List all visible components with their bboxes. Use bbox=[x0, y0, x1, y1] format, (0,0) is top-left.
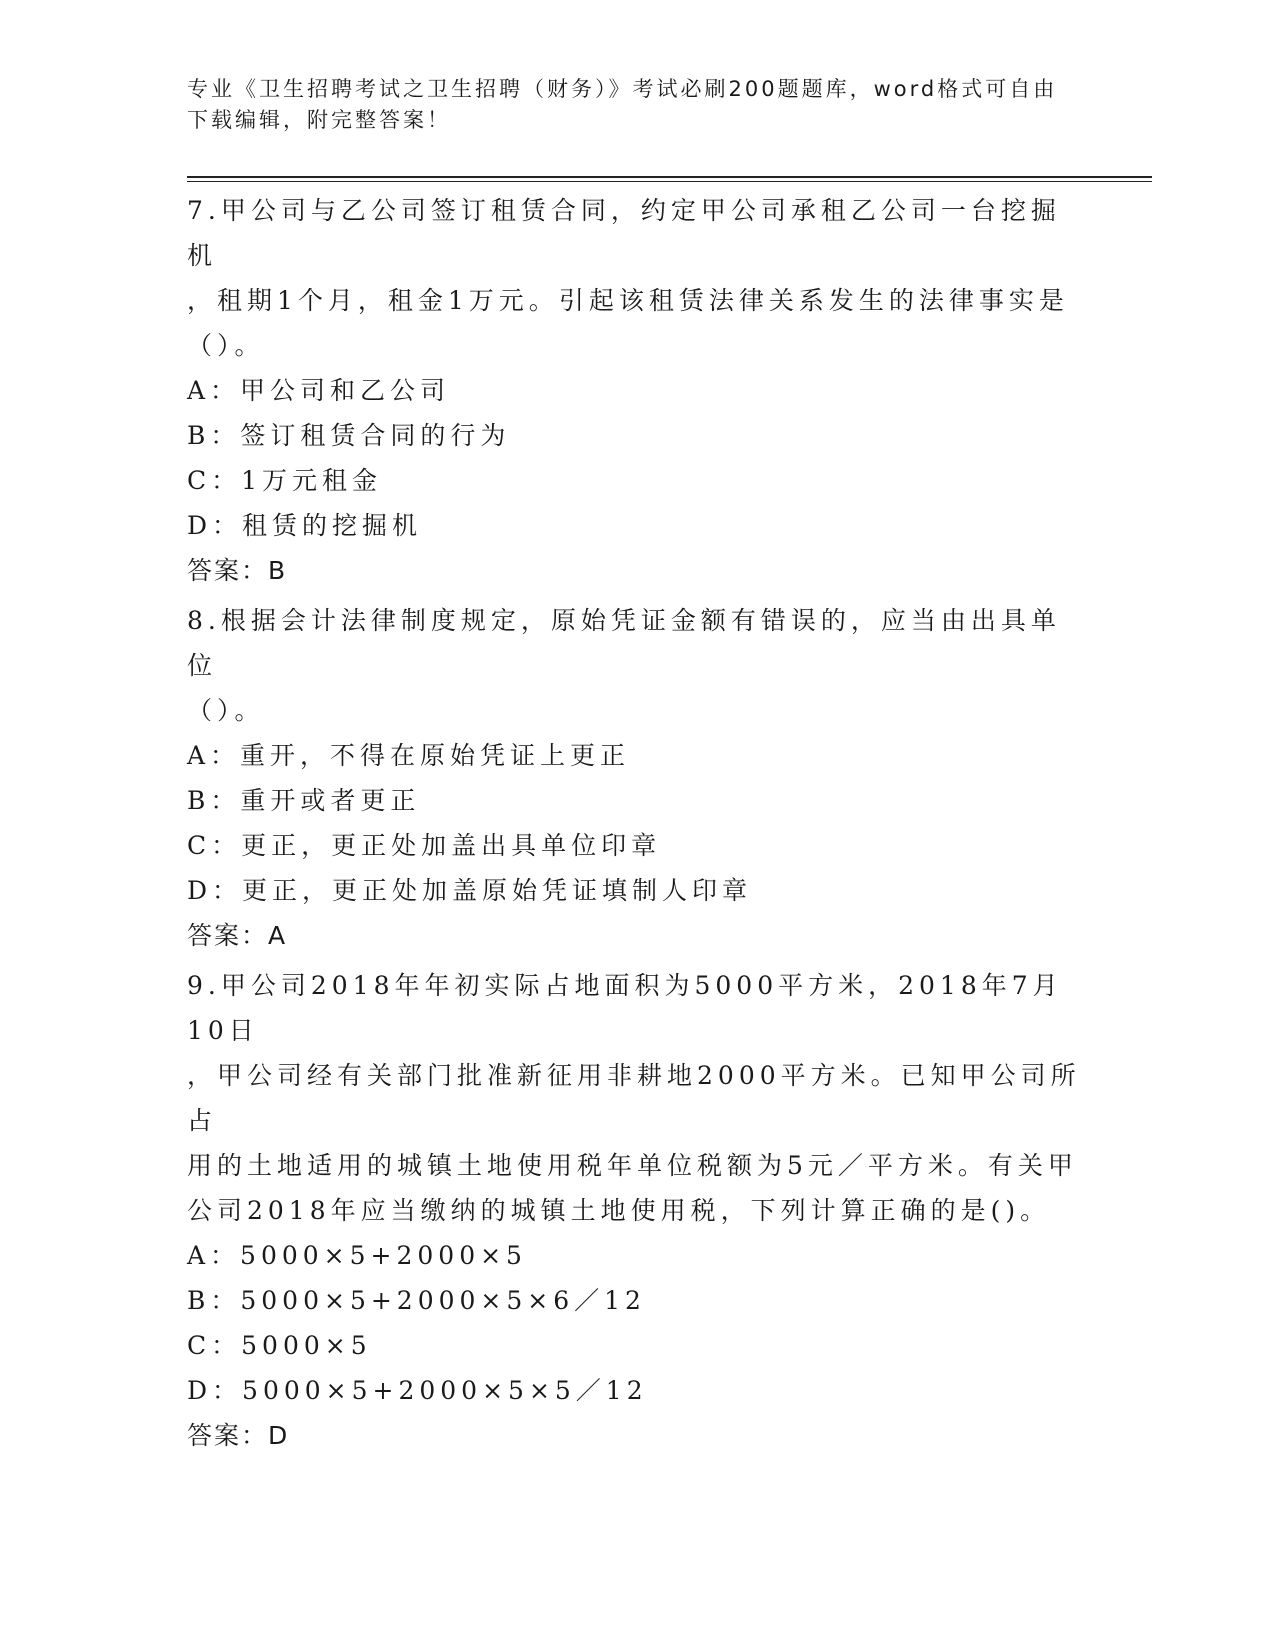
option-d: D：5000×5+2000×5×5／12 bbox=[187, 1376, 648, 1405]
page-header: 专业《卫生招聘考试之卫生招聘（财务）》考试必刷200题题库，word格式可自由下载编辑，附完整答案！ bbox=[187, 77, 1058, 132]
option-a: A：重开，不得在原始凭证上更正 bbox=[187, 741, 631, 770]
answer-line: 答案：D bbox=[187, 1421, 290, 1450]
question-stem: 9.甲公司2018年年初实际占地面积为5000平方米，2018年7月10日 ，甲公司经有关部门批准新征用非耕地2000平方米。已知甲公司所占 用的土地适用的城镇土地使用税年单位税额为5元／平方米。有关甲 公司2018年应当缴纳的城镇土地使用税，下列计算正确的是()。 bbox=[187, 971, 1081, 1225]
question-stem: 7.甲公司与乙公司签订租赁合同，约定甲公司承租乙公司一台挖掘机 ，租期1个月，租金1万元。引起该租赁法律关系发生的法律事实是 （）。 bbox=[187, 196, 1069, 360]
option-b: B：5000×5+2000×5×6／12 bbox=[187, 1286, 646, 1315]
header-divider-thin bbox=[187, 181, 1152, 182]
question-8 bbox=[187, 598, 1087, 958]
answer-line: 答案：B bbox=[187, 556, 288, 585]
option-c: C：1万元租金 bbox=[187, 466, 383, 495]
option-b: B：签订租赁合同的行为 bbox=[187, 421, 511, 450]
option-d: D：租赁的挖掘机 bbox=[187, 511, 423, 540]
option-c: C：5000×5 bbox=[187, 1331, 372, 1360]
answer-line: 答案：A bbox=[187, 921, 288, 950]
option-a: A：甲公司和乙公司 bbox=[187, 376, 451, 405]
header-divider-thick bbox=[187, 176, 1152, 178]
question-7 bbox=[187, 188, 1087, 593]
option-a: A：5000×5+2000×5 bbox=[187, 1241, 527, 1270]
option-b: B：重开或者更正 bbox=[187, 786, 421, 815]
question-9 bbox=[187, 963, 1087, 1458]
question-stem: 8.根据会计法律制度规定，原始凭证金额有错误的，应当由出具单位 （）。 bbox=[187, 606, 1061, 725]
option-d: D：更正，更正处加盖原始凭证填制人印章 bbox=[187, 876, 753, 905]
option-c: C：更正，更正处加盖出具单位印章 bbox=[187, 831, 662, 860]
